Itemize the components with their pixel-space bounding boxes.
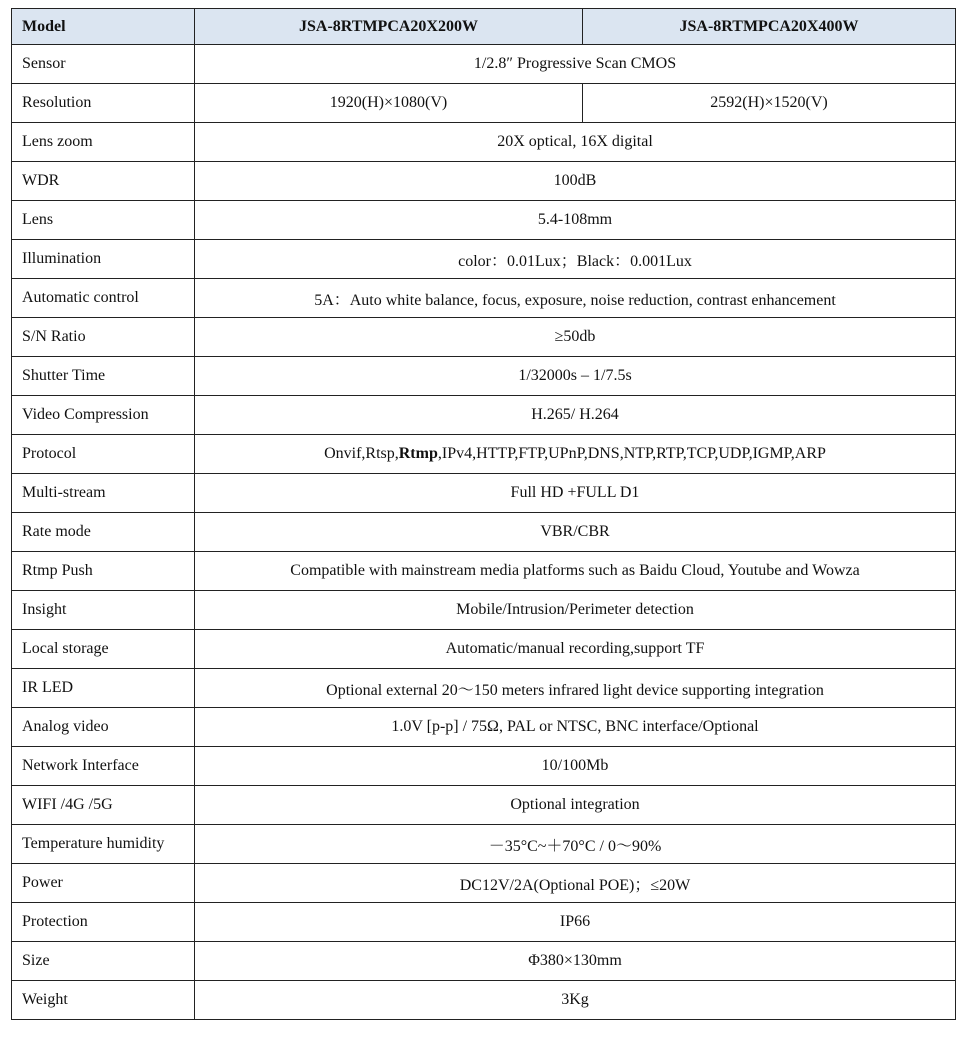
row-value: 1/32000s – 1/7.5s <box>195 357 956 396</box>
row-weight <box>12 981 956 1020</box>
row-label: S/N Ratio <box>12 318 195 357</box>
row-rate-mode <box>12 513 956 552</box>
row-power <box>12 864 956 903</box>
row-illumination <box>12 240 956 279</box>
row-value: －35°C~＋70°C / 0～90% <box>195 825 956 864</box>
row-label: Sensor <box>12 45 195 84</box>
row-label: Temperature humidity <box>12 825 195 864</box>
row-label: Illumination <box>12 240 195 279</box>
row-lens-zoom <box>12 123 956 162</box>
row-value: Compatible with mainstream media platforms such as Baidu Cloud, Youtube and Wowza <box>195 552 956 591</box>
row-value: DC12V/2A(Optional POE)；≤20W <box>195 864 956 903</box>
row-value: color：0.01Lux；Black：0.001Lux <box>195 240 956 279</box>
spec-table-header <box>12 9 956 45</box>
row-video-compression <box>12 396 956 435</box>
row-value: 1/2.8″ Progressive Scan CMOS <box>195 45 956 84</box>
row-label: Shutter Time <box>12 357 195 396</box>
row-value: 1.0V [p-p] / 75Ω, PAL or NTSC, BNC interface/Optional <box>195 708 956 747</box>
protocol-text-bold: Rtmp <box>398 445 438 462</box>
row-value: Optional external 20～150 meters infrared light device supporting integration <box>195 669 956 708</box>
row-size <box>12 942 956 981</box>
row-wifi-4g-5g <box>12 786 956 825</box>
row-value: 5.4-108mm <box>195 201 956 240</box>
row-value: ≥50db <box>195 318 956 357</box>
row-label: IR LED <box>12 669 195 708</box>
row-label: Local storage <box>12 630 195 669</box>
header-model-b: JSA-8RTMPCA20X400W <box>583 9 956 45</box>
spec-table <box>11 8 956 1020</box>
row-label: Rtmp Push <box>12 552 195 591</box>
row-insight <box>12 591 956 630</box>
header-model-a: JSA-8RTMPCA20X200W <box>195 9 583 45</box>
row-value: Mobile/Intrusion/Perimeter detection <box>195 591 956 630</box>
row-analog-video <box>12 708 956 747</box>
row-protocol <box>12 435 956 474</box>
row-value-model-a: 1920(H)×1080(V) <box>195 84 583 123</box>
row-label: Power <box>12 864 195 903</box>
row-automatic-control <box>12 279 956 318</box>
row-label: Insight <box>12 591 195 630</box>
row-label: Analog video <box>12 708 195 747</box>
row-label: Protection <box>12 903 195 942</box>
row-label: Protocol <box>12 435 195 474</box>
spec-table-body <box>12 45 956 1020</box>
row-resolution <box>12 84 956 123</box>
protocol-text-pre: Onvif,Rtsp, <box>324 445 399 462</box>
row-ir-led <box>12 669 956 708</box>
row-value: IP66 <box>195 903 956 942</box>
header-model-label: Model <box>12 9 195 45</box>
row-label: WIFI /4G /5G <box>12 786 195 825</box>
row-local-storage <box>12 630 956 669</box>
row-value: 5A：Auto white balance, focus, exposure, noise reduction, contrast enhancement <box>195 279 956 318</box>
row-value: 3Kg <box>195 981 956 1020</box>
row-value: VBR/CBR <box>195 513 956 552</box>
header-row <box>12 9 956 45</box>
row-value: Optional integration <box>195 786 956 825</box>
row-value: 20X optical, 16X digital <box>195 123 956 162</box>
row-value: Full HD +FULL D1 <box>195 474 956 513</box>
row-sn-ratio <box>12 318 956 357</box>
row-wdr <box>12 162 956 201</box>
row-value: 100dB <box>195 162 956 201</box>
row-temperature-humidity <box>12 825 956 864</box>
row-multi-stream <box>12 474 956 513</box>
row-value <box>195 435 956 474</box>
row-protection <box>12 903 956 942</box>
row-value: H.265/ H.264 <box>195 396 956 435</box>
row-label: Resolution <box>12 84 195 123</box>
row-label: Multi-stream <box>12 474 195 513</box>
row-sensor <box>12 45 956 84</box>
row-rtmp-push <box>12 552 956 591</box>
row-label: Lens zoom <box>12 123 195 162</box>
row-label: Video Compression <box>12 396 195 435</box>
row-label: Automatic control <box>12 279 195 318</box>
row-value: 10/100Mb <box>195 747 956 786</box>
row-label: Network Interface <box>12 747 195 786</box>
row-label: Lens <box>12 201 195 240</box>
row-value: Automatic/manual recording,support TF <box>195 630 956 669</box>
row-lens <box>12 201 956 240</box>
row-value: Φ380×130mm <box>195 942 956 981</box>
row-label: Size <box>12 942 195 981</box>
row-label: WDR <box>12 162 195 201</box>
row-label: Weight <box>12 981 195 1020</box>
row-network-interface <box>12 747 956 786</box>
row-label: Rate mode <box>12 513 195 552</box>
row-value-model-b: 2592(H)×1520(V) <box>583 84 956 123</box>
row-shutter-time <box>12 357 956 396</box>
protocol-text-post: ,IPv4,HTTP,FTP,UPnP,DNS,NTP,RTP,TCP,UDP,IGMP,ARP <box>437 445 826 462</box>
